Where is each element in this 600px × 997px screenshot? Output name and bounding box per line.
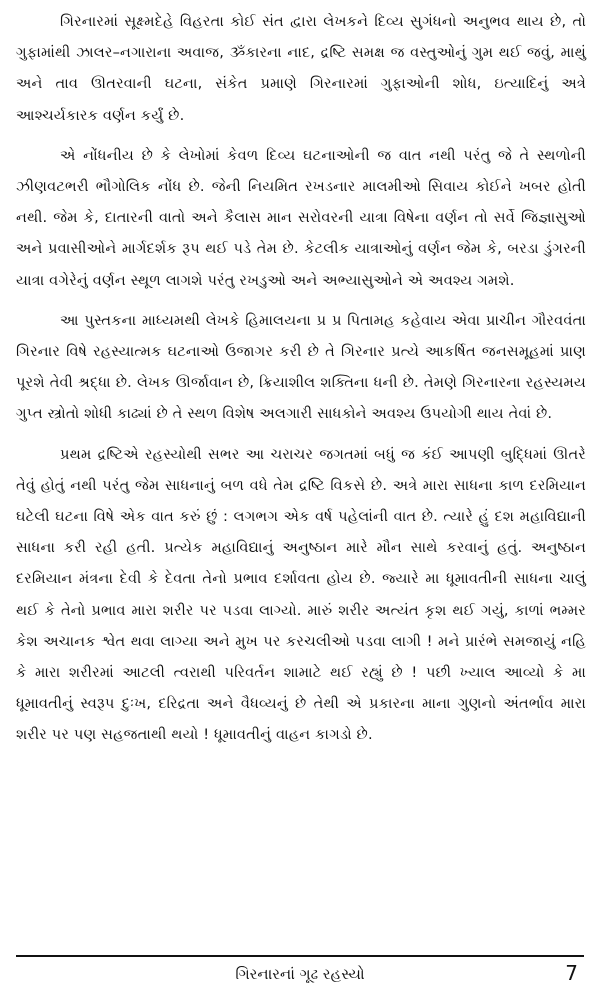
paragraph-2: એ નોંધનીય છે કે લેખોમાં કેવળ દિવ્ય ઘટનાઓની જ વાત નથી પરંતુ જે તે સ્થળોની ઝીણવટભરી ભૌગોલિક નોંધ છે. જેની નિયમિત રખડનાર માલમીઓ સિવાય કોઈને ખબર હોતી નથી. જેમ કે, દાતારની વાતો અને કૈલાસ માન સરોવરની યાત્રા વિષેના વર્ણન તો સર્વે જિજ્ઞાસુઓ અને પ્રવાસીઓને માર્ગદર્શક રૂપ થઈ પડે તેમ છે. કેટલીક યાત્રાઓનું વર્ણન જેમ કે, બરડા ડુંગરની યાત્રા વગેરેનું વર્ણન સ્થૂળ લાગશે પરંતુ રખડુઓ અને અભ્યાસુઓને એ અવશ્ય ગમશે. [16, 146, 586, 289]
page-number: 7 [565, 961, 578, 985]
page-footer [0, 955, 600, 991]
paragraph-1: ગિરનારમાં સૂક્ષ્મદેહે વિહરતા કોઈ સંત દ્વારા લેખકને દિવ્ય સુગંધનો અનુભવ થાય છે, તો ગુફામાંથી ઝાલર–નગારાના અવાજ, ૐકારના નાદ, દ્રષ્ટિ સમક્ષ જ વસ્તુઓનું ગુમ થઈ જવું, માથું અને તાવ ઊતરવાની ઘટના, સંકેત પ્રમાણે ગિરનારમાં ગુફાઓની શોધ, ઇત્યાદિનું અત્રે આશ્ચર્યકારક વર્ણન કર્યું છે. [16, 13, 586, 124]
body-text [16, 6, 586, 751]
paragraph-4: પ્રથમ દ્રષ્ટિએ રહસ્યોથી સભર આ ચરાચર જગતમાં બધું જ કંઈ આપણી બુદ્ધિમાં ઊતરે તેવું હોતું નથી પરંતુ જેમ સાધનાનું બળ વધે તેમ દ્રષ્ટિ વિકસે છે. અત્રે મારા સાધના કાળ દરમિયાન ઘટેલી ઘટના વિષે એક વાત કરું છું : લગભગ એક વર્ષ પહેલાંની વાત છે. ત્યારે હું દશ મહાવિદ્યાની સાધના કરી રહી હતી. પ્રત્યેક મહાવિદ્યાનું અનુષ્ઠાન મારે મૌન સાથે કરવાનું હતું. અનુષ્ઠાન દરમિયાન મંત્રના દેવી કે દેવતા તેનો પ્રભાવ દર્શાવતા હોય છે. જ્યારે મા ધૂમાવતીની સાધના ચાલું થઈ કે તેનો પ્રભાવ મારા શરીર પર પડવા લાગ્યો. મારું શરીર અત્યંત કૃશ થઈ ગયું, કાળાં ભમ્મર કેશ અચાનક શ્વેત થવા લાગ્યા અને મુખ પર કરચલીઓ પડવા લાગી ! મને પ્રારંભે સમજાયું નહિ કે મારા શરીરમાં આટલી ત્વરાથી પરિવર્તન શામાટે થઈ રહ્યું છે ! પછી ખ્યાલ આવ્યો કે મા ધૂમાવતીનું સ્વરૂપ દુઃખ, દરિદ્રતા અને વૈધવ્યનું છે તેથી એ પ્રકારના માના ગુણનો અંતર્ભાવ મારા શરીર પર પણ સહજતાથી થયો ! ધૂમાવતીનું વાહન કાગડો છે. [16, 445, 586, 744]
paragraph-3: આ પુસ્તકના માધ્યમથી લેખકે હિમાલયના પ્ર પ્ર પિતામહ કહેવાય એવા પ્રાચીન ગૌરવવંતા ગિરનાર વિષે રહસ્યાત્મક ઘટનાઓ ઉજાગર કરી છે તે ગિરનાર પ્રત્યે આકર્ષિત જનસમૂહમાં પ્રાણ પૂરશે તેવી શ્રદ્ધા છે. લેખક ઊર્જાવાન છે, ક્રિયાશીલ શક્તિના ધની છે. તેમણે ગિરનારના રહસ્યમય ગુપ્ત સ્ત્રોતો શોધી કાઢ્યાં છે તે સ્થળ વિશેષ અલગારી સાધકોને અવશ્ય ઉપયોગી થાય તેવાં છે. [16, 311, 586, 423]
footer-rule [16, 955, 584, 957]
footer-book-title: ગિરનારનાં ગૂઢ રહસ્યો [235, 965, 365, 983]
